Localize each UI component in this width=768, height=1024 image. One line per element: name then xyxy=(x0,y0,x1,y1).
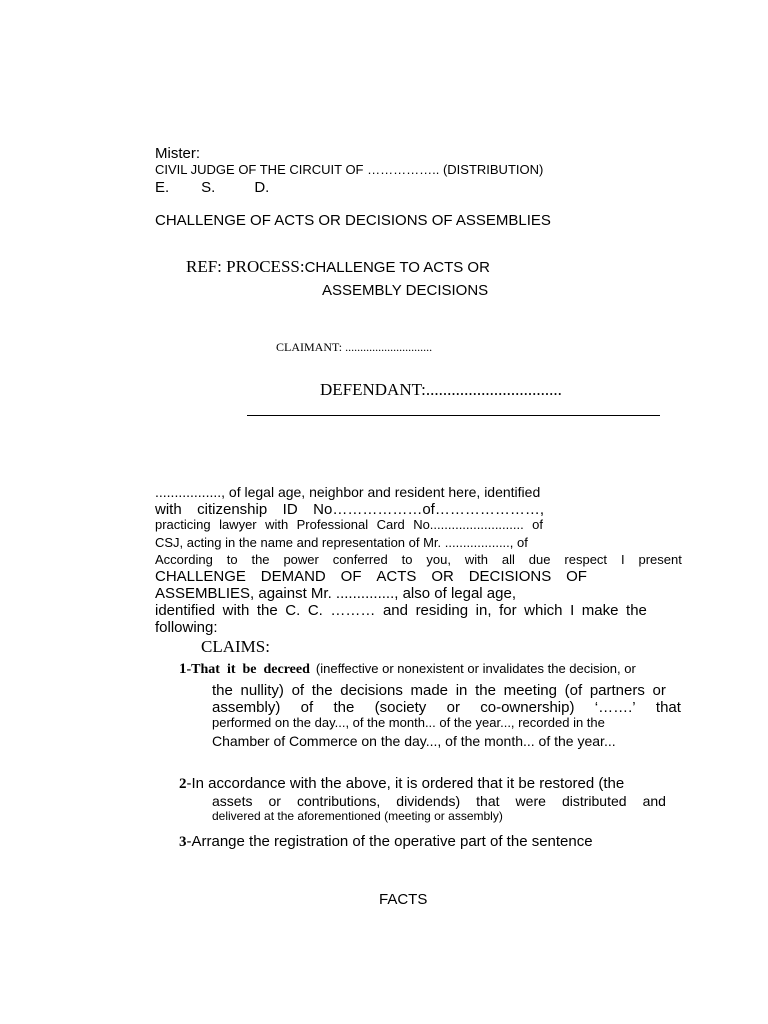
word: due xyxy=(528,552,551,567)
defendant-line: DEFENDANT:................................ xyxy=(320,380,562,399)
claim-2-line-2 xyxy=(212,794,666,808)
word: to xyxy=(226,552,238,567)
word: that xyxy=(476,793,500,809)
word: I xyxy=(620,552,625,567)
body-line-6 xyxy=(155,569,587,584)
word: you, xyxy=(426,552,451,567)
word: nullity) xyxy=(240,682,284,699)
claim-2-number: 2 xyxy=(179,776,187,792)
word: which xyxy=(524,602,563,619)
reference-line-1 xyxy=(186,258,490,276)
body-line-3 xyxy=(155,518,543,531)
word: No………………of…………………, xyxy=(313,501,544,518)
salutation: Mister: xyxy=(155,145,200,162)
word: with xyxy=(265,517,289,532)
word: or xyxy=(446,699,460,716)
body-line-5 xyxy=(155,553,682,566)
word: the xyxy=(333,699,355,716)
body-line-7: ASSEMBLIES, against Mr. .............., also of legal age, xyxy=(155,585,517,602)
claim-1-text: (ineffective or nonexistent or invalidates the decision, or xyxy=(315,661,636,676)
claim-1-lead: -That it be decreed xyxy=(186,662,310,677)
word: or xyxy=(268,793,281,809)
word: made xyxy=(410,682,449,699)
claim-3-text: -Arrange the registration of the operative part of the sentence xyxy=(186,833,593,850)
word: for xyxy=(499,602,517,619)
reference-text-1: CHALLENGE TO ACTS OR xyxy=(304,259,490,276)
claim-1-number: 1 xyxy=(179,661,187,677)
body-line-8 xyxy=(155,603,647,618)
word: and xyxy=(642,793,666,809)
claim-3-line-1 xyxy=(179,834,593,850)
word: present xyxy=(638,552,682,567)
word: were xyxy=(515,793,546,809)
body-line-1: ................., of legal age, neighbor and resident here, identified xyxy=(155,484,541,500)
word: Card xyxy=(376,517,405,532)
word: lawyer xyxy=(219,517,257,532)
claimant-line: CLAIMANT: ............................. xyxy=(276,340,433,354)
claim-1-line-3 xyxy=(212,700,681,715)
word: C. xyxy=(285,602,301,619)
word: contributions, xyxy=(296,793,381,809)
body-line-9: following: xyxy=(155,619,218,636)
word: residing xyxy=(415,602,469,619)
claim-2-line-3: delivered at the aforementioned (meeting or assembly) xyxy=(212,809,503,823)
word: of xyxy=(291,682,305,699)
word: dividends) xyxy=(396,793,461,809)
word: DECISIONS xyxy=(468,568,552,585)
subject-title: CHALLENGE OF ACTS OR DECISIONS OF ASSEMBLIES xyxy=(155,212,551,229)
word: to xyxy=(401,552,413,567)
word: No.......................... xyxy=(413,517,524,532)
word: CHALLENGE xyxy=(155,568,246,585)
facts-heading: FACTS xyxy=(379,891,428,908)
word: ……… xyxy=(330,602,376,619)
reference-label: REF: PROCESS: xyxy=(186,257,305,276)
word: in xyxy=(455,682,468,699)
word: citizenship xyxy=(197,501,268,518)
word: the xyxy=(311,682,333,699)
signature-rule xyxy=(247,415,660,416)
word: ID xyxy=(282,501,298,518)
word: OF xyxy=(566,568,587,585)
word: with xyxy=(155,501,182,518)
word: make xyxy=(581,602,619,619)
word: or xyxy=(652,682,666,699)
word: (of xyxy=(564,682,583,699)
claim-1-line-2 xyxy=(212,683,666,698)
word: meeting xyxy=(503,682,557,699)
claim-3-number: 3 xyxy=(179,834,187,850)
word: co-ownership) xyxy=(480,699,575,716)
word: the xyxy=(212,682,233,699)
word: C. xyxy=(307,602,323,619)
word: Professional xyxy=(296,517,369,532)
word: I xyxy=(570,602,575,619)
reference-text-2: ASSEMBLY DECISIONS xyxy=(322,282,489,299)
word: of xyxy=(300,699,314,716)
word: that xyxy=(655,699,681,716)
word: partners xyxy=(589,682,645,699)
word: of xyxy=(532,517,543,532)
word: OF xyxy=(340,568,362,585)
esd-line xyxy=(155,180,269,195)
esd-d: D. xyxy=(254,179,270,196)
word: identified xyxy=(155,602,216,619)
word: OR xyxy=(431,568,454,585)
esd-e: E. xyxy=(155,179,170,196)
word: the xyxy=(251,552,270,567)
word: distributed xyxy=(561,793,627,809)
word: with xyxy=(464,552,488,567)
claim-2-line-1 xyxy=(179,776,624,792)
word: (society xyxy=(374,699,427,716)
word: conferred xyxy=(332,552,388,567)
word: and xyxy=(382,602,408,619)
body-line-2 xyxy=(155,502,544,517)
esd-s: S. xyxy=(201,179,216,196)
word: ACTS xyxy=(376,568,417,585)
word: the xyxy=(475,682,496,699)
claim-2-text: -In accordance with the above, it is ordered that it be restored (the xyxy=(186,775,625,792)
word: respect xyxy=(564,552,608,567)
word: According xyxy=(155,552,213,567)
claim-1-line-1 xyxy=(179,661,636,677)
word: power xyxy=(283,552,319,567)
word: ‘…….’ xyxy=(594,699,636,716)
word: decisions xyxy=(340,682,403,699)
claim-1-line-4: performed on the day..., of the month... of the year..., recorded in the xyxy=(212,715,605,730)
word: all xyxy=(501,552,515,567)
body-line-4: CSJ, acting in the name and representation of Mr. .................., of xyxy=(155,535,528,550)
claims-heading: CLAIMS: xyxy=(201,637,270,656)
claim-1-line-5: Chamber of Commerce on the day..., of the month... of the year... xyxy=(212,733,616,749)
addressee: CIVIL JUDGE OF THE CIRCUIT OF …………….. (DISTRIBUTION) xyxy=(155,162,544,177)
word: DEMAND xyxy=(260,568,326,585)
word: assets xyxy=(212,793,253,809)
word: the xyxy=(626,602,647,619)
word: practicing xyxy=(155,517,211,532)
word: in, xyxy=(475,602,492,619)
word: assembly) xyxy=(212,699,281,716)
word: the xyxy=(256,602,278,619)
word: with xyxy=(222,602,250,619)
